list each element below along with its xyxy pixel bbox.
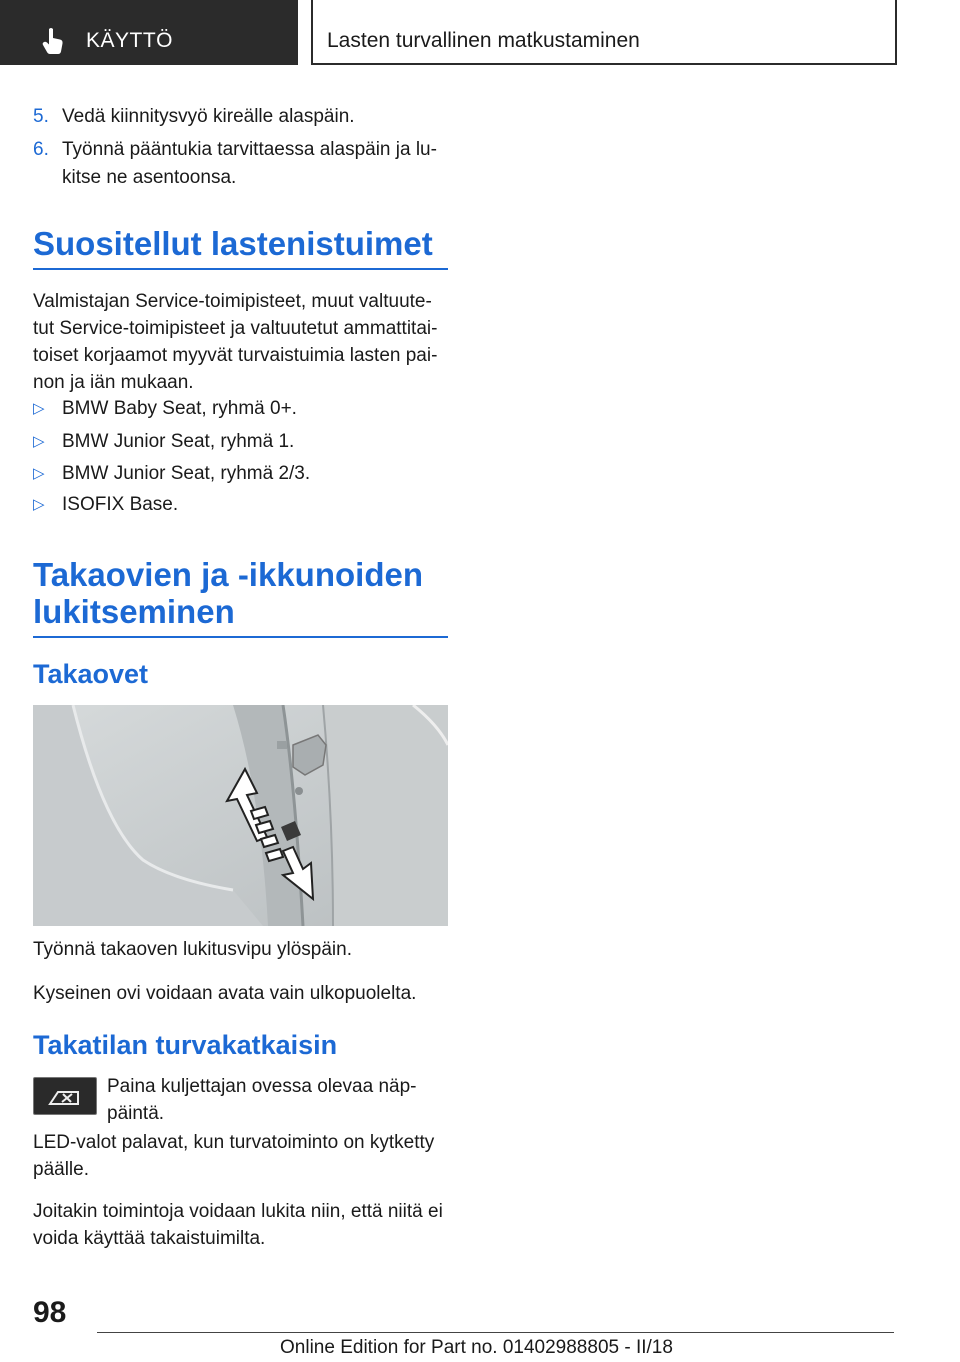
pointing-hand-icon [38,26,68,56]
step-number: 5. [33,106,49,127]
paragraph-line: tut Service-toimipisteet ja valtuutetut ammattitai- [33,318,438,339]
list-item-text: BMW Baby Seat, ryhmä 0+. [62,398,297,419]
switch-instruction [107,1073,447,1127]
heading-recommended-seats: Suositellut lastenistuimet [33,225,448,270]
step-text-line: Työnnä pääntukia tarvittaessa alaspäin ja lu- [62,139,437,160]
step-item [33,103,448,131]
heading-safety-switch: Takatilan turvakatkaisin [33,1030,338,1060]
paragraph-line: non ja iän mukaan. [33,372,194,393]
heading-rear-doors: Takaovet [33,659,149,689]
list-item-text: BMW Junior Seat, ryhmä 1. [62,431,295,452]
triangle-right-icon: ▷ [33,496,45,513]
rear-door-note: Kyseinen ovi voidaan avata vain ulkopuolelta. [33,983,417,1004]
window-lock-switch-graphic [34,1078,96,1114]
footer-divider [97,1332,894,1333]
rear-door-instruction: Työnnä takaoven lukitusvipu ylöspäin. [33,939,352,960]
triangle-right-icon: ▷ [33,433,45,450]
window-lock-switch-icon [33,1077,97,1115]
paragraph-line: päälle. [33,1159,89,1180]
triangle-right-icon: ▷ [33,400,45,417]
recommended-paragraph [33,288,451,396]
paragraph-line: voida käyttää takaistuimilta. [33,1228,266,1249]
paragraph-line: toiset korjaamot myyvät turvaistuimia lasten pai- [33,345,438,366]
page-number: 98 [33,1296,67,1329]
list-item-text: ISOFIX Base. [62,494,179,515]
step-item [33,136,448,192]
heading-line: lukitseminen [33,593,235,630]
heading-locking [33,556,448,638]
paragraph-line: Joitakin toimintoja voidaan lukita niin, että niitä ei [33,1201,443,1222]
step-text-line: kitse ne asentoonsa. [62,167,237,188]
door-illustration-graphic [33,705,448,926]
paragraph-line: Valmistajan Service-toimipisteet, muut valtuute- [33,291,432,312]
chapter-title: Lasten turvallinen matkustaminen [327,29,640,52]
led-paragraph [33,1129,451,1183]
list-item-text: BMW Junior Seat, ryhmä 2/3. [62,463,311,484]
step-text: Vedä kiinnitysvyö kireälle alaspäin. [62,106,355,127]
heading-line: Takaovien ja -ikkunoiden [33,556,423,593]
header-chapter-box [311,0,897,65]
functions-paragraph [33,1198,451,1252]
paragraph-line: Paina kuljettajan ovessa olevaa näp- [107,1076,417,1097]
triangle-right-icon: ▷ [33,465,45,482]
step-text [62,136,452,192]
paragraph-line: päintä. [107,1103,165,1124]
header-section-tab [0,0,298,65]
paragraph-line: LED-valot palavat, kun turvatoiminto on kytketty [33,1132,435,1153]
section-title: KÄYTTÖ [86,29,174,52]
rear-door-lock-illustration [33,705,448,926]
step-number: 6. [33,139,49,160]
footer-edition: Online Edition for Part no. 01402988805 - II/18 [280,1337,673,1358]
